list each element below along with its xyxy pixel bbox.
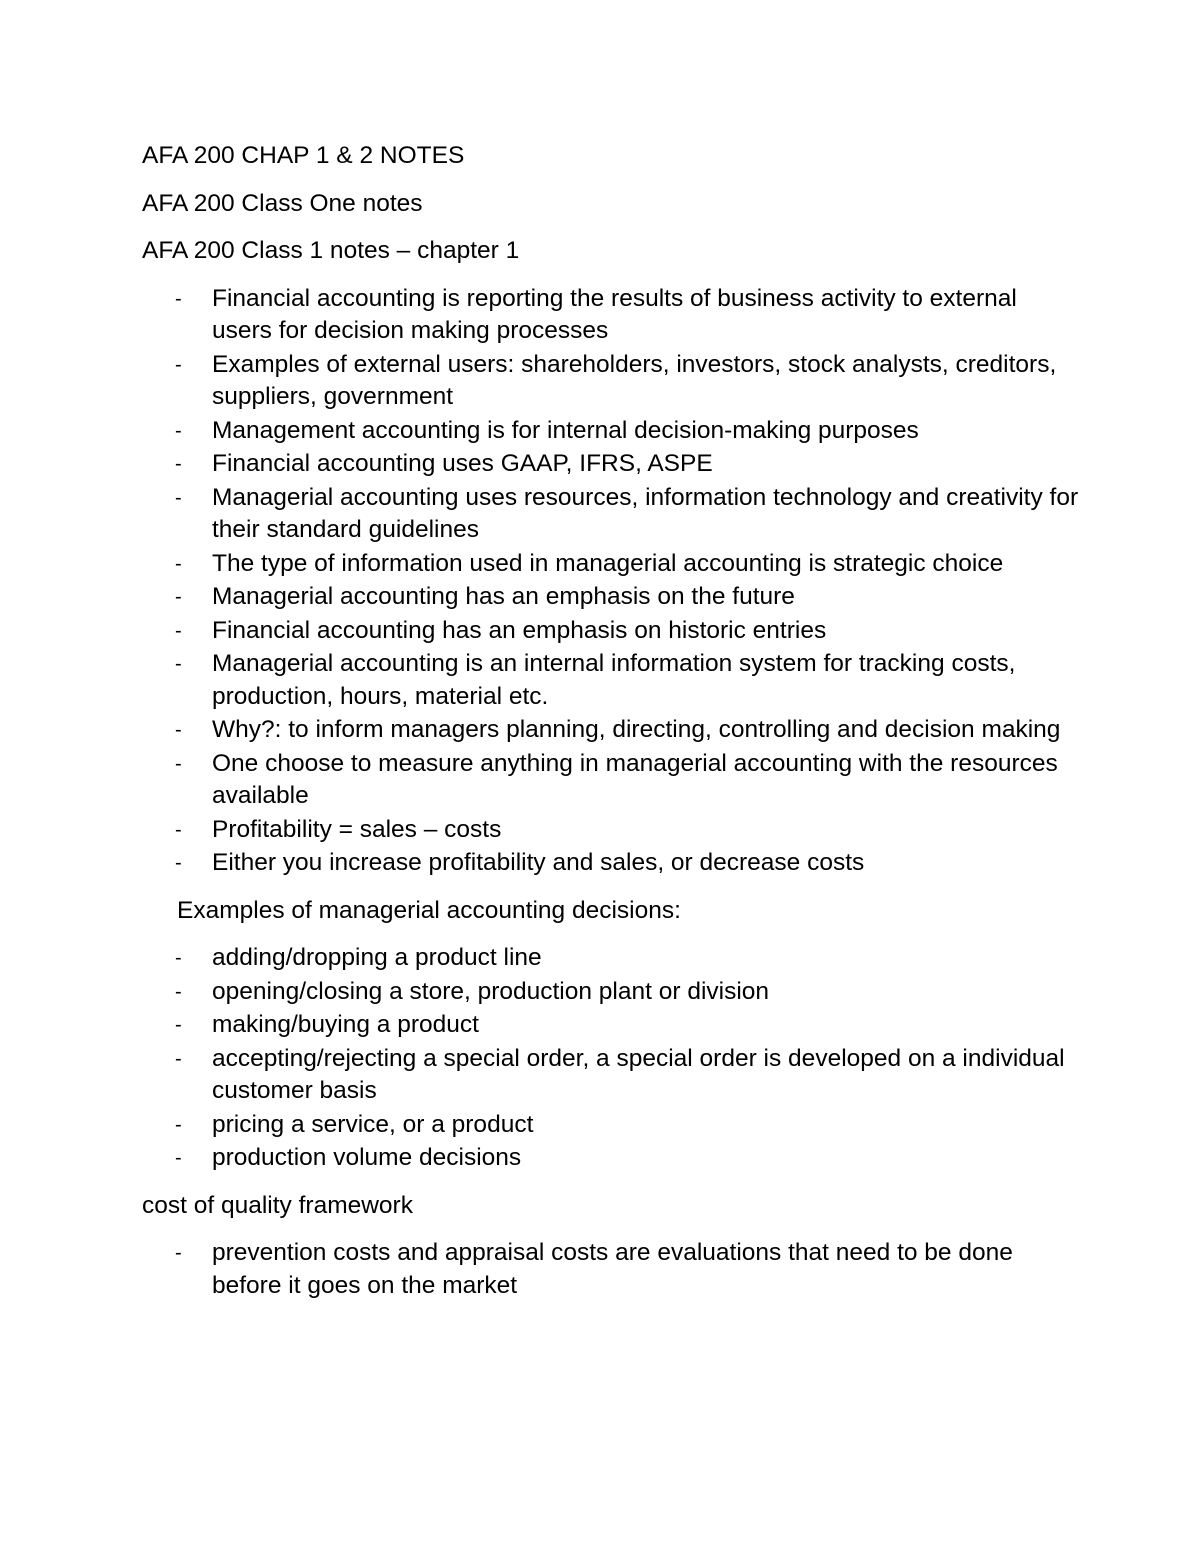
dash-bullet: - [175,1113,182,1136]
dash-bullet: - [175,1014,182,1036]
dash-bullet: - [175,619,182,642]
list-item: - Financial accounting uses GAAP, IFRS, ASPE [142,448,1082,481]
list-item: - Profitability = sales – costs [142,814,1082,847]
quality-framework-heading: cost of quality framework [142,1191,413,1219]
list-item: - Examples of external users: shareholders, investors, stock analysts, creditors, suppliers, government [175,350,1057,410]
dash-bullet: - [175,980,182,1003]
list-item: - Managerial accounting has an emphasis on the future [142,581,1082,614]
dash-bullet: - [175,1147,182,1169]
dash-bullet: - [175,486,182,509]
list-item: - prevention costs and appraisal costs are evaluations that need to be done before it goes on the market [175,1239,1013,1299]
chapter-one-title: AFA 200 Class 1 notes – chapter 1 [142,237,520,264]
list-item: - Management accounting is for internal decision-making purposes [142,415,1082,448]
chapter-one-notes-list [142,283,1082,880]
dash-bullet: - [175,947,182,969]
list-item: - pricing a service, or a product [142,1109,1082,1142]
dash-bullet: - [175,287,182,310]
dash-bullet: - [175,586,182,608]
document-title: AFA 200 CHAP 1 & 2 NOTES [142,142,465,169]
quality-framework-list [142,1237,1082,1302]
list-item: - Financial accounting is reporting the results of business activity to external users for decision making processes [175,284,1017,344]
list-item: - One choose to measure anything in managerial accounting with the resources available [175,749,1058,809]
managerial-decisions-list [142,942,1082,1175]
dash-bullet: - [175,752,182,775]
list-item: - production volume decisions [142,1142,1082,1175]
list-item: - making/buying a product [142,1009,1082,1042]
dash-bullet: - [175,1242,182,1264]
dash-bullet: - [175,419,182,442]
dash-bullet: - [175,552,182,575]
dash-bullet: - [175,1047,182,1070]
list-item: - Why?: to inform managers planning, directing, controlling and decision making [142,714,1082,747]
dash-bullet: - [175,453,182,475]
dash-bullet: - [175,719,182,741]
list-item: - Either you increase profitability and sales, or decrease costs [142,847,1082,880]
class-one-notes-title: AFA 200 Class One notes [142,189,423,217]
dash-bullet: - [175,653,182,675]
list-item: - Financial accounting has an emphasis on historic entries [142,615,1082,648]
list-item: - The type of information used in managerial accounting is strategic choice [142,548,1082,581]
dash-bullet: - [175,353,182,376]
list-item: - adding/dropping a product line [142,942,1082,975]
list-item: - opening/closing a store, production plant or division [142,976,1082,1009]
document-content [142,140,1082,1317]
examples-heading: Examples of managerial accounting decisions: [177,896,681,924]
dash-bullet: - [175,852,182,874]
list-item: - Managerial accounting uses resources, information technology and creativity for their standard guidelines [175,483,1079,543]
dash-bullet: - [175,818,182,841]
list-item: - Managerial accounting is an internal information system for tracking costs, production, hours, material etc. [175,650,1016,710]
list-item: - accepting/rejecting a special order, a special order is developed on a individual customer basis [175,1044,1065,1104]
